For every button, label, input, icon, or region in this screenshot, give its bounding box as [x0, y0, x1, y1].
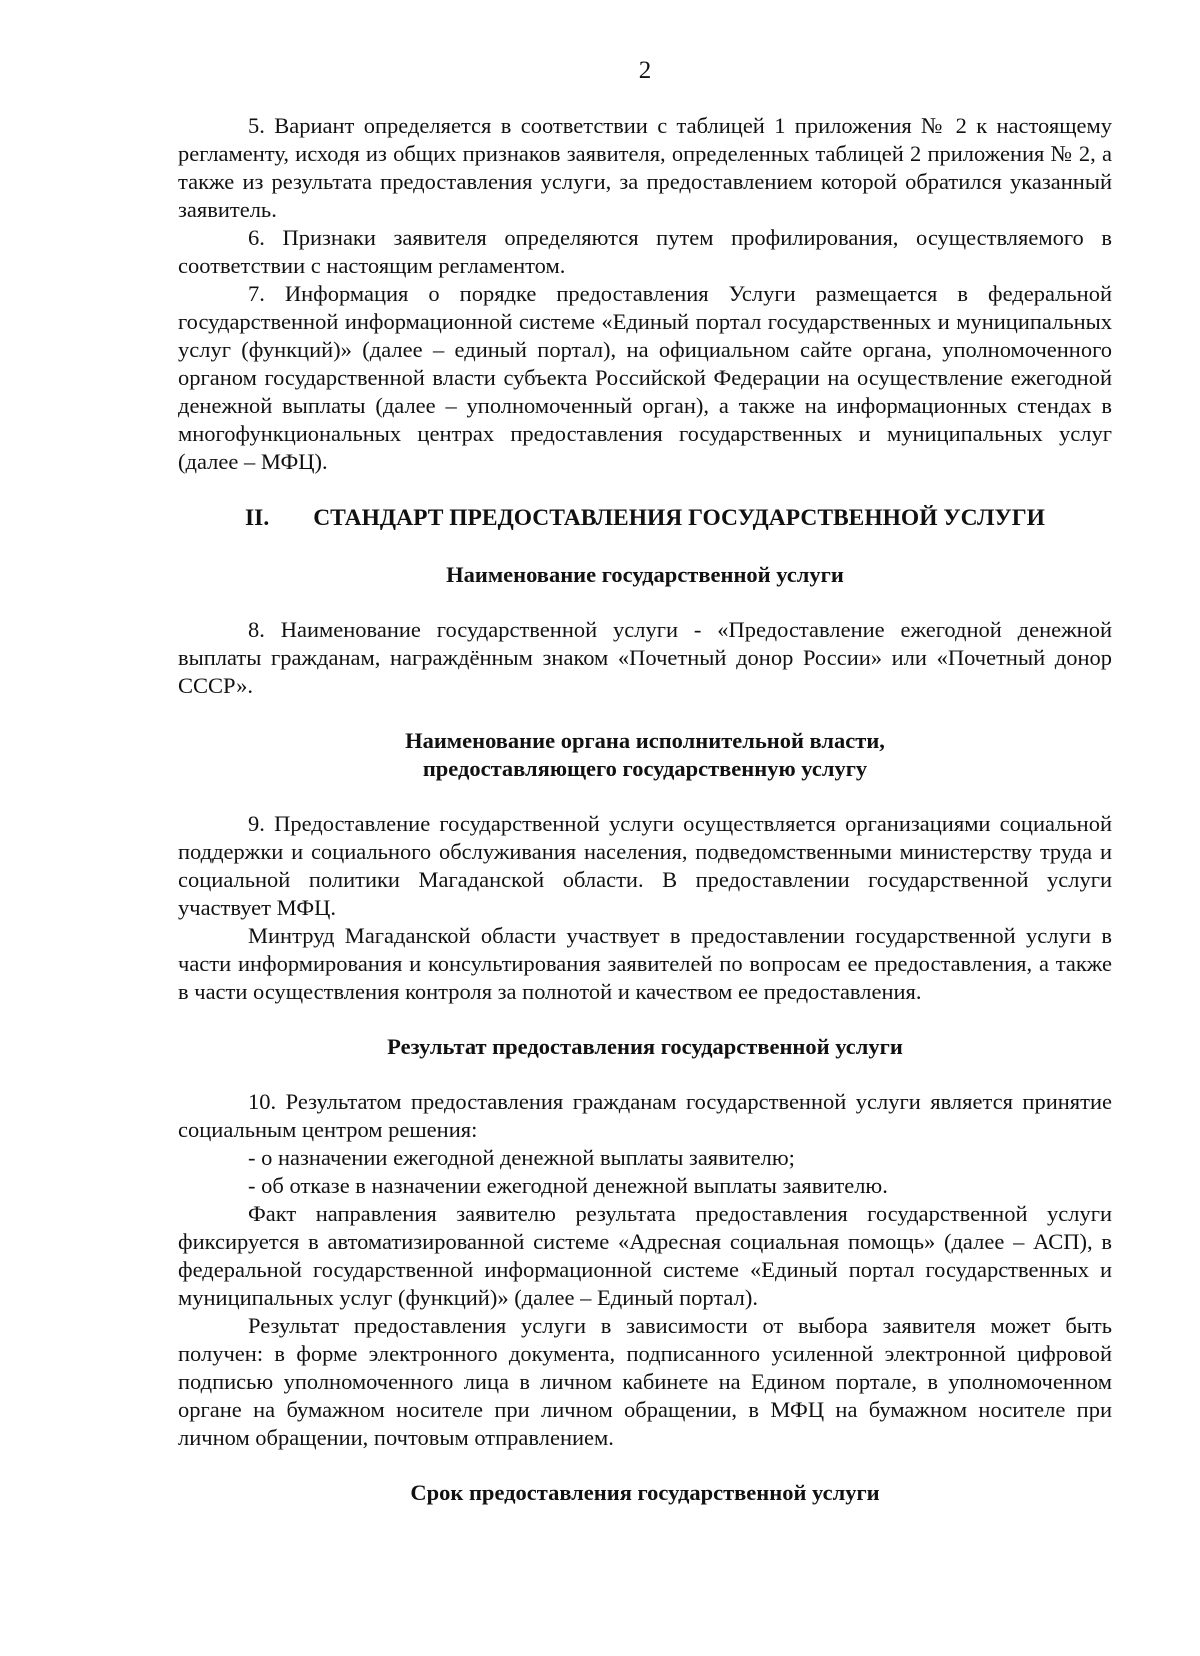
document-body	[178, 112, 1112, 1507]
heading-authority-line2: предоставляющего государственную услугу	[422, 756, 868, 781]
heading-authority-line1: Наименование органа исполнительной власти,	[405, 728, 885, 753]
paragraph-10: 10. Результатом предоставления гражданам государственной услуги является принятие социальным центром решения:	[178, 1089, 1112, 1142]
paragraph-7: 7. Информация о порядке предоставления Услуги размещается в федеральной государственной информационной системе «Единый портал государственных и муниципальных услуг (функций)» (далее – единый портал), на официальном сайте органа, уполномоченного органом государственной власти субъекта Российской Федерации на осуществление ежегодной денежной выплаты (далее – уполномоченный орган), а также на информационных стендах в многофункциональных центрах предоставления государственных и муниципальных услуг (далее – МФЦ).	[178, 281, 1112, 474]
paragraph-9: 9. Предоставление государственной услуги осуществляется организациями социальной поддержки и социального обслуживания населения, подведомственными министерству труда и социальной политики Магаданской области. В предоставлении государственной услуги участвует МФЦ.	[178, 811, 1112, 920]
section-title: СТАНДАРТ ПРЕДОСТАВЛЕНИЯ ГОСУДАРСТВЕННОЙ УСЛУГИ	[313, 505, 1045, 531]
heading-service-name: Наименование государственной услуги	[446, 562, 844, 587]
page-number: 2	[638, 57, 652, 84]
heading-term: Срок предоставления государственной услуги	[410, 1480, 880, 1505]
paragraph-result-fact: Факт направления заявителю результата предоставления государственной услуги фиксируется в автоматизированной системе «Адресная социальная помощь» (далее – АСП), в федеральной государственной информационной системе «Единый портал государственных и муниципальных услуг (функций)» (далее – Единый портал).	[178, 1201, 1112, 1310]
list-item-approval: - о назначении ежегодной денежной выплаты заявителю;	[248, 1145, 795, 1170]
paragraph-6: 6. Признаки заявителя определяются путем профилирования, осуществляемого в соответствии с настоящим регламентом.	[178, 225, 1112, 278]
paragraph-mintrud: Минтруд Магаданской области участвует в предоставлении государственной услуги в части информирования и консультирования заявителей по вопросам ее предоставления, а также в части осуществления контроля за полнотой и качеством ее предоставления.	[178, 923, 1112, 1004]
paragraph-result-form: Результат предоставления услуги в зависимости от выбора заявителя может быть получен: в форме электронного документа, подписанного усиленной электронной цифровой подписью уполномоченного лица в личном кабинете на Едином портале, в уполномоченном органе на бумажном носителе при личном обращении, в МФЦ на бумажном носителе при личном обращении, почтовым отправлением.	[178, 1313, 1112, 1450]
heading-result: Результат предоставления государственной услуги	[387, 1034, 903, 1059]
section-number: II.	[245, 505, 270, 531]
list-item-refusal: - об отказе в назначении ежегодной денежной выплаты заявителю.	[248, 1173, 888, 1198]
paragraph-5: 5. Вариант определяется в соответствии с таблицей 1 приложения № 2 к настоящему регламенту, исходя из общих признаков заявителя, определенных таблицей 2 приложения № 2, а также из результата предоставления услуги, за предоставлением которой обратился указанный заявитель.	[178, 113, 1112, 222]
paragraph-8: 8. Наименование государственной услуги - «Предоставление ежегодной денежной выплаты гражданам, награждённым знаком «Почетный донор России» или «Почетный донор СССР».	[178, 617, 1112, 698]
section-heading	[178, 502, 1112, 534]
